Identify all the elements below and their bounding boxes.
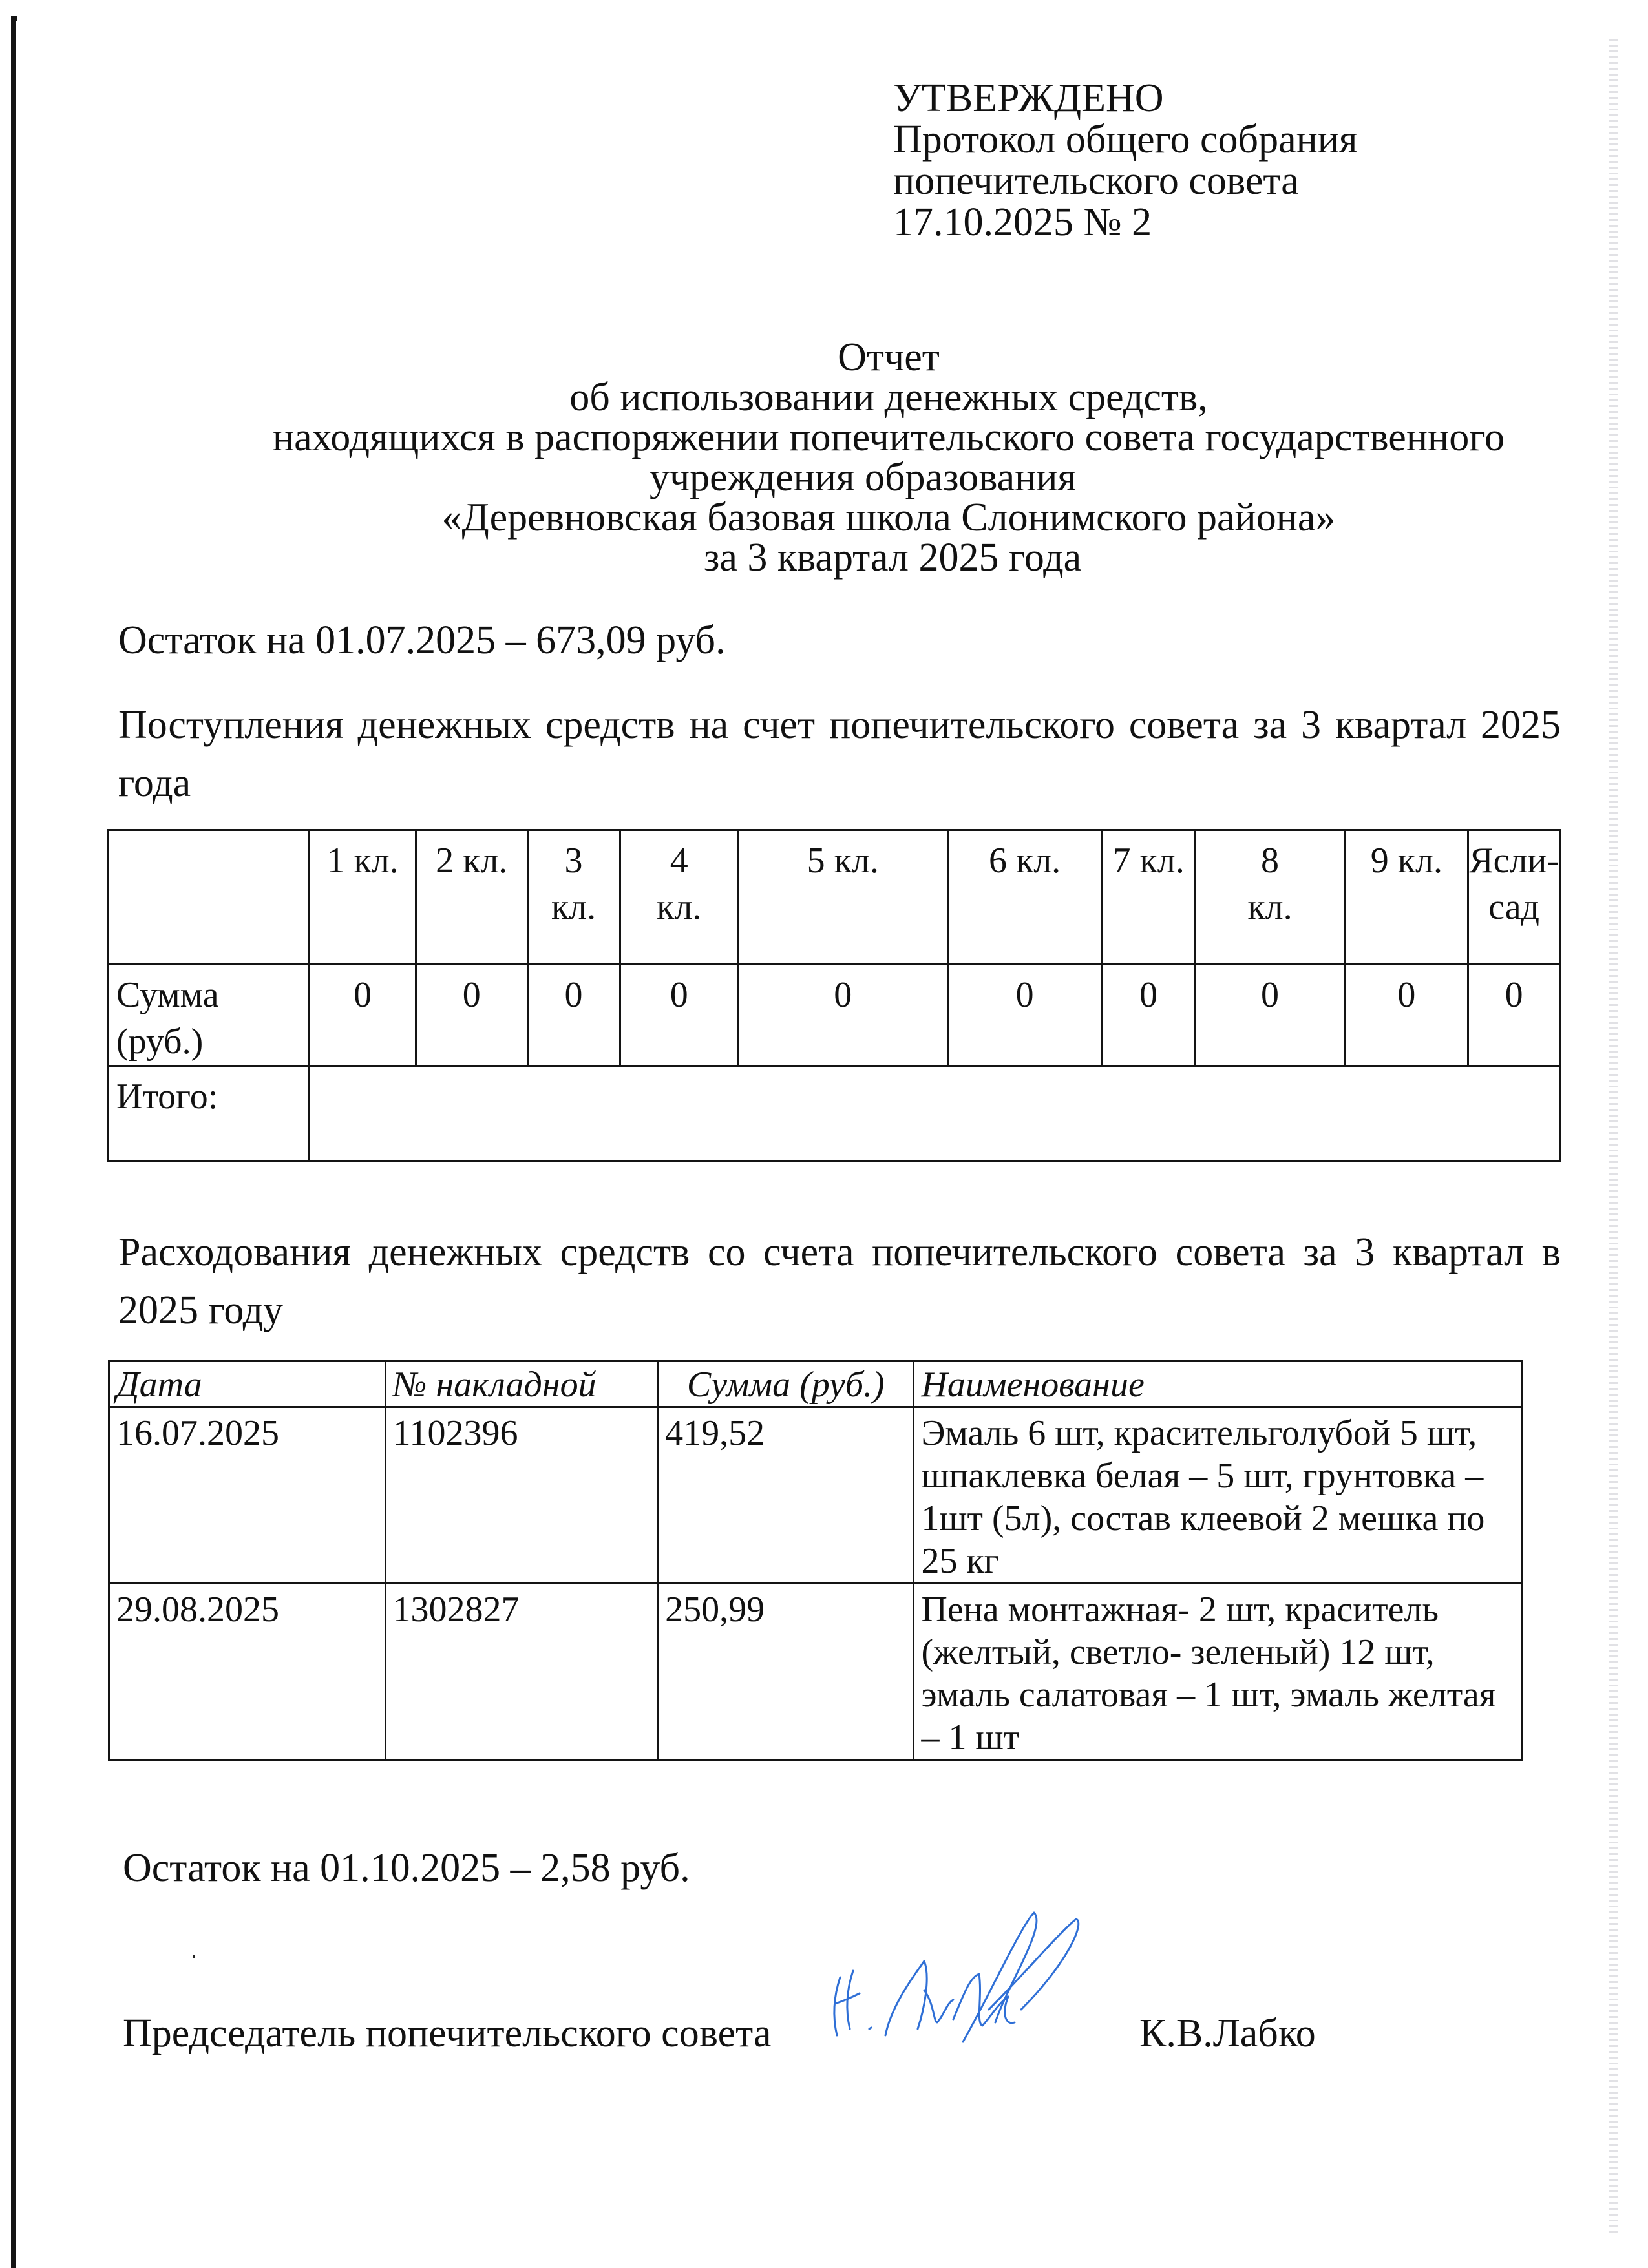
sum-cell: 0 bbox=[416, 965, 527, 1066]
expense-invoice: 1102396 bbox=[385, 1407, 658, 1584]
expenses-heading: Расходования денежных средств со счета попечительского совета за 3 квартал в 2025 году bbox=[118, 1230, 1561, 1332]
income-sum-row bbox=[108, 965, 1560, 1066]
approval-date-number: 17.10.2025 № 2 bbox=[893, 200, 1152, 244]
col-description-header: Наименование bbox=[914, 1361, 1523, 1407]
signatory-name: К.В.Лабко bbox=[1139, 2011, 1316, 2055]
header-class-2: 2 кл. bbox=[416, 830, 527, 965]
sum-cell: 0 bbox=[1468, 965, 1560, 1066]
title-line: учреждения образования bbox=[649, 456, 1077, 499]
header-class-9: 9 кл. bbox=[1345, 830, 1468, 965]
sum-cell: 0 bbox=[738, 965, 947, 1066]
expenses-table bbox=[108, 1360, 1523, 1761]
approval-heading: УТВЕРЖДЕНО bbox=[893, 76, 1164, 120]
income-total-row bbox=[108, 1066, 1560, 1162]
opening-balance: Остаток на 01.07.2025 – 673,09 руб. bbox=[118, 618, 726, 662]
total-value bbox=[310, 1066, 1560, 1162]
expense-amount: 250,99 bbox=[658, 1584, 914, 1760]
title-line: «Деревновская базовая школа Слонимского района» bbox=[441, 496, 1336, 540]
scan-speck bbox=[193, 1955, 195, 1958]
col-date-header: Дата bbox=[109, 1361, 386, 1407]
expense-date: 16.07.2025 bbox=[109, 1407, 386, 1584]
title-line: находящихся в распоряжении попечительского совета государственного bbox=[272, 415, 1505, 459]
report-title bbox=[0, 337, 1648, 578]
total-label: Итого: bbox=[108, 1066, 310, 1162]
income-header-row bbox=[108, 830, 1560, 965]
sum-cell: 0 bbox=[1345, 965, 1468, 1066]
header-class-4: 4 кл. bbox=[620, 830, 738, 965]
table-row bbox=[109, 1584, 1523, 1760]
expenses-header-row bbox=[109, 1361, 1523, 1407]
sum-cell: 0 bbox=[310, 965, 416, 1066]
col-invoice-header: № накладной bbox=[385, 1361, 658, 1407]
expense-amount: 419,52 bbox=[658, 1407, 914, 1584]
header-class-8: 8 кл. bbox=[1195, 830, 1345, 965]
header-empty-cell bbox=[108, 830, 310, 965]
handwritten-signature-icon bbox=[827, 1906, 1163, 2055]
expense-description: Пена монтажная- 2 шт, краситель (желтый, светло- зеленый) 12 шт, эмаль салатовая – 1 шт, эмаль желтая – 1 шт bbox=[914, 1584, 1523, 1760]
header-kindergarten: Ясли- сад bbox=[1468, 830, 1560, 965]
header-class-3: 3 кл. bbox=[527, 830, 620, 965]
expense-date: 29.08.2025 bbox=[109, 1584, 386, 1760]
approval-council: попечительского совета bbox=[893, 159, 1299, 203]
sum-cell: 0 bbox=[1195, 965, 1345, 1066]
expense-description: Эмаль 6 шт, красительголубой 5 шт, шпаклевка белая – 5 шт, грунтовка – 1шт (5л), состав клеевой 2 мешка по 25 кг bbox=[914, 1407, 1523, 1584]
header-class-7: 7 кл. bbox=[1102, 830, 1195, 965]
approval-stamp bbox=[893, 78, 1357, 243]
expense-invoice: 1302827 bbox=[385, 1584, 658, 1760]
income-table bbox=[107, 829, 1561, 1162]
table-row bbox=[109, 1407, 1523, 1584]
sum-cell: 0 bbox=[527, 965, 620, 1066]
income-heading: Поступления денежных средств на счет попечительского совета за 3 квартал 2025 года bbox=[118, 703, 1561, 805]
header-class-6: 6 кл. bbox=[947, 830, 1102, 965]
title-line: об использовании денежных средств, bbox=[569, 375, 1208, 419]
sum-cell: 0 bbox=[947, 965, 1102, 1066]
sum-row-label: Сумма (руб.) bbox=[108, 965, 310, 1066]
signatory-position: Председатель попечительского совета bbox=[123, 2011, 772, 2055]
title-line: Отчет bbox=[838, 335, 940, 379]
header-class-1: 1 кл. bbox=[310, 830, 416, 965]
sum-cell: 0 bbox=[620, 965, 738, 1066]
title-line: за 3 квартал 2025 года bbox=[703, 536, 1082, 580]
col-amount-header: Сумма (руб.) bbox=[658, 1361, 914, 1407]
closing-balance: Остаток на 01.10.2025 – 2,58 руб. bbox=[123, 1846, 690, 1890]
approval-protocol: Протокол общего собрания bbox=[893, 118, 1358, 162]
sum-cell: 0 bbox=[1102, 965, 1195, 1066]
header-class-5: 5 кл. bbox=[738, 830, 947, 965]
